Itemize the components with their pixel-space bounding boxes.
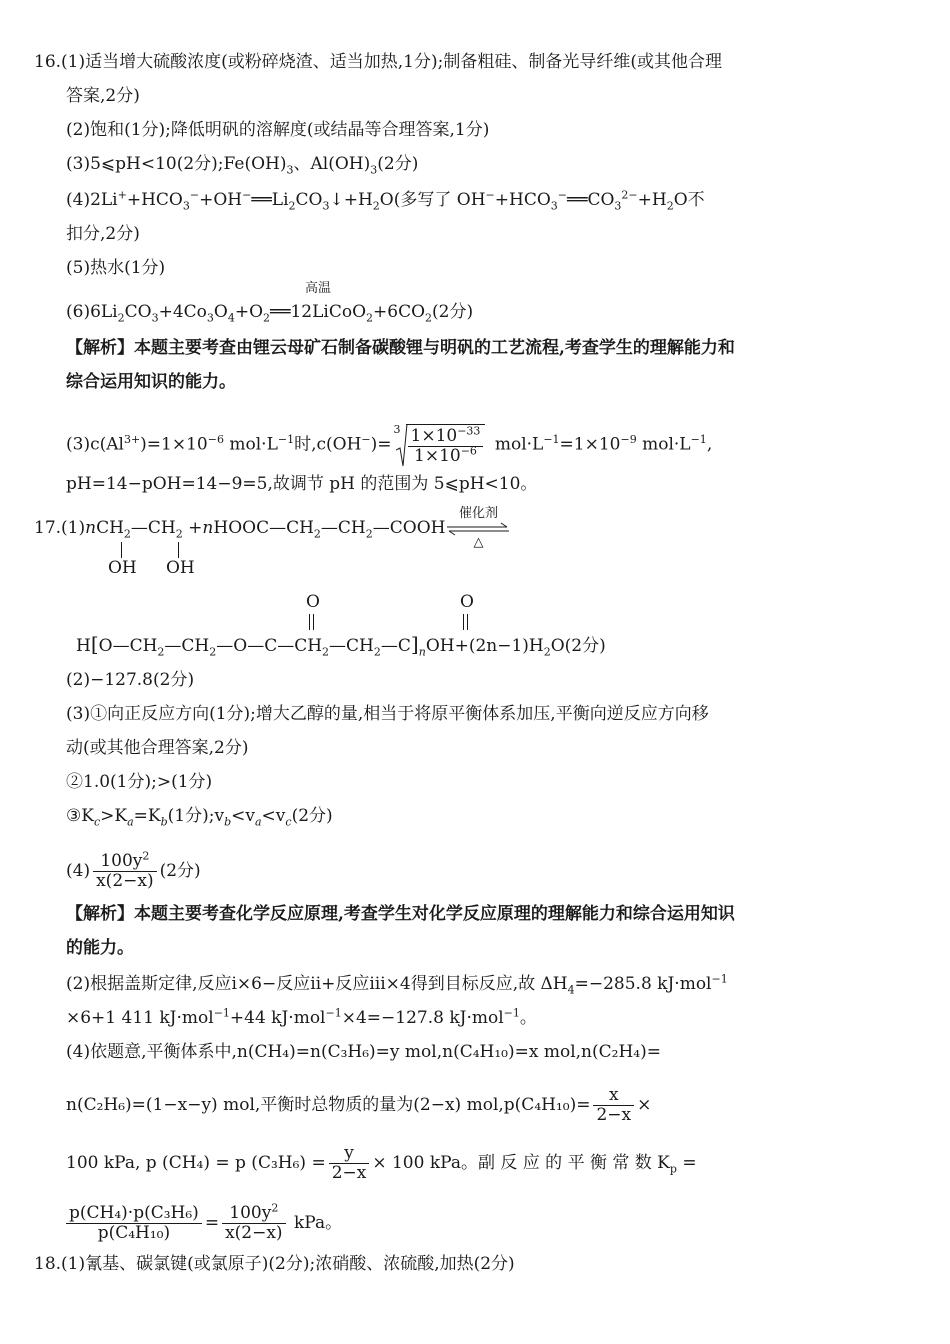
q16-analysis-1: 【解析】本题主要考查由锂云母矿石制备碳酸锂与明矾的工艺流程,考查学生的理解能力和 — [66, 338, 735, 358]
double-bond — [463, 614, 468, 630]
q16-line-5-equation: $(4)2Li^++HCO_3^-+OH^-══Li_2CO_3↓+H_2O$(多写了 $OH^-+HCO_3^-══CO_3^{2-}+H_2O$不 — [66, 188, 705, 213]
q17-analysis-4: ×6+1 411 kJ·mol$^{-1}$+44 kJ·mol$^{-1}$×4=−127.8 kJ·mol$^{-1}$。 — [66, 1006, 537, 1028]
q17-analysis-2: 的能力。 — [66, 938, 134, 958]
heat-label: △ — [473, 535, 484, 550]
q16-line-6: 扣分,2分) — [66, 224, 140, 244]
carbonyl-o: O — [460, 592, 474, 612]
q17-line-7: $③K_c>K_a=K_b(1$分)$;v_b<v_a<v_c(2$分) — [66, 806, 333, 829]
q17-analysis-7: 100 kPa, p (CH₄) = p (C₃H₆) = $\frac{y}{2-x}$ × 100 kPa。副 反 应 的 平 衡 常 数 $K_p$ = — [66, 1143, 697, 1183]
carbonyl-o: O — [306, 592, 320, 612]
q18-line-1: 18.(1)氰基、碳氯键(或氯原子)(2分);浓硝酸、浓硫酸,加热(2分) — [34, 1254, 515, 1274]
q17-polymer-product: $H[O—CH_2—CH_2—O—C—CH_2—CH_2—C]_nOH+(2n-1)H_2O(2$分) — [76, 632, 606, 659]
double-bond — [309, 614, 314, 630]
q17-line-1-equation: $17.(1)nCH_2—CH_2$ $+nHOOC—CH_2—CH_2—COOH$ 催化剂 △ — [34, 516, 509, 540]
q17-analysis-5: (4)依题意,平衡体系中,n(CH₄)=n(C₃H₆)=y mol,n(C₄H₁₀)=x mol,n(C₂H₄)= — [66, 1042, 661, 1062]
cube-root: 3 $\frac{1\times 10^{-33}}{1\times 10^{-6}}$ — [406, 424, 486, 466]
q17-line-8: (4) $\frac{100y^2}{x(2-x)}$ (2分) — [66, 849, 201, 891]
q16-line-4: (3)5⩽pH<10(2分)$;Fe(OH)_3$、$Al(OH)_3(2$分) — [66, 154, 419, 177]
q17-line-5: 动(或其他合理答案,2分) — [66, 738, 249, 758]
q17-analysis-3: (2)根据盖斯定律,反应ⅰ×6−反应ⅱ+反应ⅲ×4得到目标反应,故 $\Delta H_4=-285.8$ kJ·mol$^{-1}$ — [66, 972, 728, 997]
hydroxyl-label: OH — [166, 558, 195, 578]
q16-line-1: 16.(1)适当增大硫酸浓度(或粉碎烧渣、适当加热,1分);制备粗硅、制备光导纤维(或其他合理 — [34, 52, 722, 72]
q16-analysis-3: $(3)c(Al^{3+})=1\times 10^{-6}$ $mol\cdot L^{-1}$时,c(OH−)= 3 $\frac{1\times 10^{-33}}{1\times 10^{-6}}$ $mol\cdot L^{-1}=1\times 10^{-9}$ $mol\cdot L^{-1}$, — [66, 423, 713, 466]
q17-analysis-6: n(C₂H₆)=(1−x−y) mol,平衡时总物质的量为(2−x) mol,p(C₄H₁₀)= $\frac{x}{2-x}$ × — [66, 1085, 652, 1125]
q17-line-3: (2)−127.8(2分) — [66, 670, 195, 690]
q17-analysis-1: 【解析】本题主要考查化学反应原理,考查学生对化学反应原理的理解能力和综合运用知识 — [66, 904, 735, 924]
q17-line-6: ②1.0(1分);>(1分) — [66, 772, 213, 792]
q16-analysis-4: pH=14−pOH=14−9=5,故调节 pH 的范围为 5⩽pH<10。 — [66, 474, 538, 494]
q16-line-8-equation: $(6)6Li_2CO_3+4Co_3O_4+O_2$ 高温 $══12LiCoO_2+6CO_2(2$分) — [66, 281, 474, 325]
q16-line-2: 答案,2分) — [66, 86, 140, 106]
hydroxyl-label: OH — [108, 558, 137, 578]
q16-line-3: (2)饱和(1分);降低明矾的溶解度(或结晶等合理答案,1分) — [66, 120, 490, 140]
catalyst-label: 催化剂 — [458, 506, 498, 521]
q16-line-7: (5)热水(1分) — [66, 258, 166, 278]
bond-line — [121, 542, 122, 558]
q17-line-4: (3)①向正反应方向(1分);增大乙醇的量,相当于将原平衡体系加压,平衡向逆反应方向移 — [66, 704, 709, 724]
q16-analysis-2: 综合运用知识的能力。 — [66, 372, 236, 392]
reaction-condition: 高温 — [305, 281, 332, 296]
q17-analysis-8: $\frac{\text{p(CH₄)·p(C₃H₆)}}{\text{p(C₄H₁₀)}}$ = $\frac{100y^2}{x(2-x)}$ kPa。 — [66, 1204, 342, 1228]
bond-line — [178, 542, 179, 558]
